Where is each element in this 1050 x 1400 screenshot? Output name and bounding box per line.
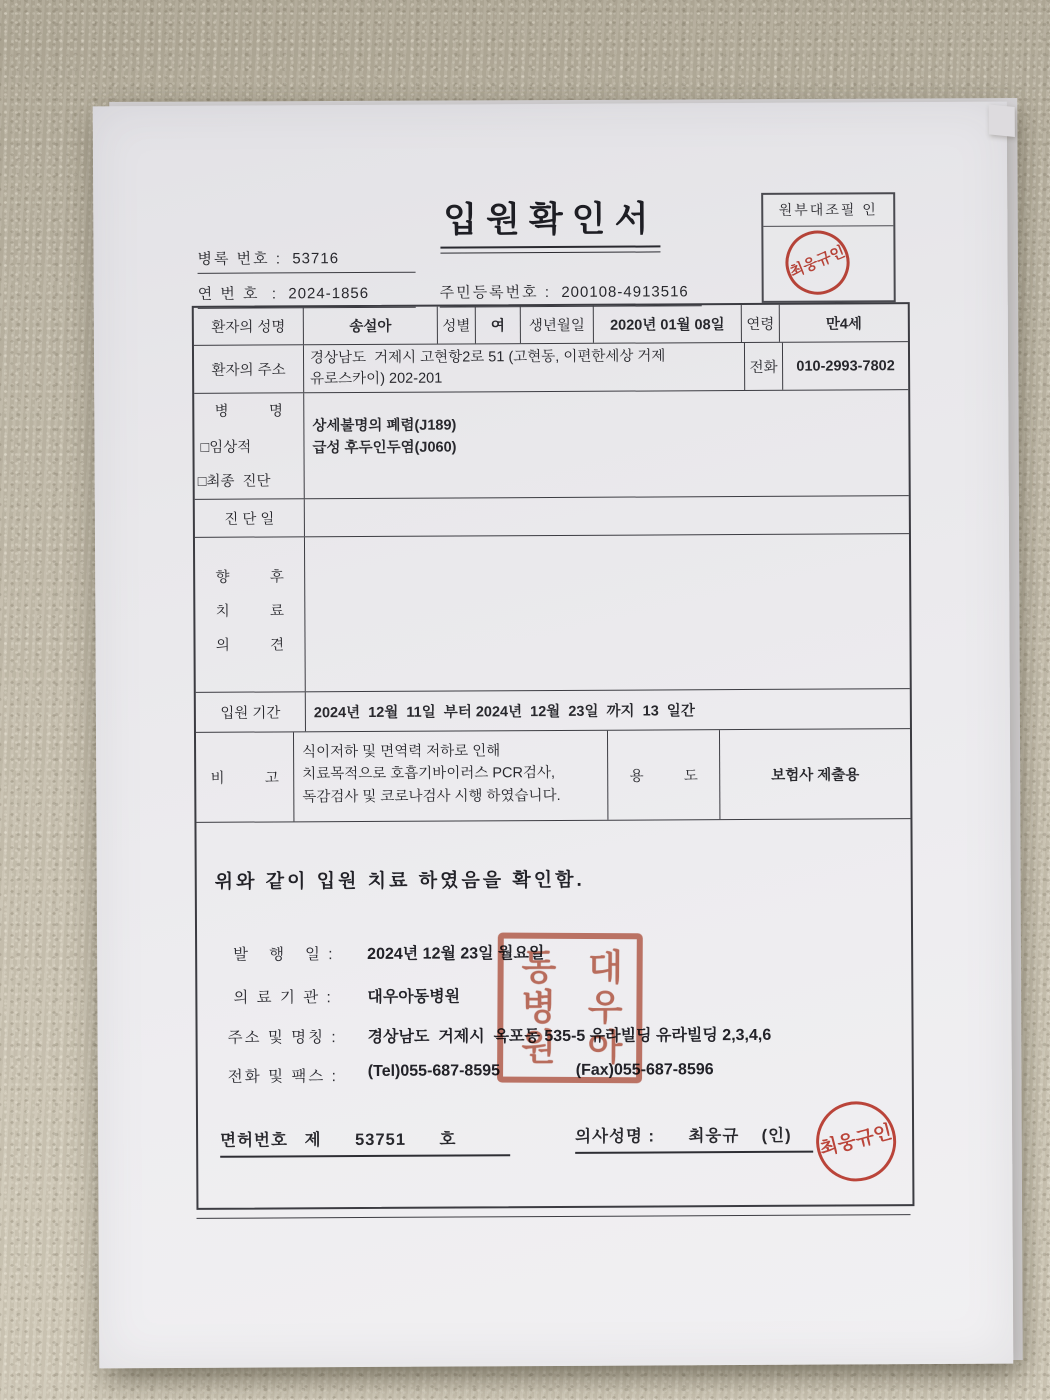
verification-stamp-box xyxy=(761,192,896,303)
verification-red-seal-stamp xyxy=(776,221,859,304)
clinical-checkbox-label: □임상적 xyxy=(200,439,252,456)
address-value xyxy=(304,343,745,392)
age-label: 연령 xyxy=(742,305,780,342)
resident-number-label: 주민등록번호 : xyxy=(439,284,552,302)
admission-period-label: 입원 기간 xyxy=(196,692,306,732)
disease-line2: 급성 후두인두염(J060) xyxy=(312,439,457,457)
confirmation-cell xyxy=(196,819,912,1206)
address-label: 환자의 주소 xyxy=(194,345,304,393)
resident-number-value: 200108-4913516 xyxy=(561,283,689,301)
future-plan-label-3: 의 견 xyxy=(215,637,285,654)
seal-text: 동병원 xyxy=(515,947,558,1068)
table-row-future-plan xyxy=(195,534,910,693)
disease-label: 병 명 xyxy=(214,403,284,420)
serial-number-label: 연 번 호 : xyxy=(197,285,279,303)
doctor-round-seal-stamp xyxy=(807,1093,904,1190)
remarks-label: 비 고 xyxy=(196,732,294,822)
address-line2: 유로스카이) 202-201 xyxy=(310,370,443,388)
license-label: 면허번호 제 xyxy=(220,1131,322,1150)
purpose-value: 보험사 제출용 xyxy=(771,767,860,784)
final-diagnosis-checkbox-label: □최종 진단 xyxy=(197,473,271,490)
document-paper xyxy=(93,102,1014,1369)
hospital-square-seal-stamp xyxy=(497,933,643,1084)
doctor-name-field xyxy=(575,1122,813,1154)
paper-corner-fold xyxy=(989,104,1015,137)
birth-label: 생년월일 xyxy=(521,306,594,343)
sex-value: 여 xyxy=(476,306,521,343)
seal-text: 대우아 xyxy=(582,947,624,1069)
record-number-value: 53716 xyxy=(292,250,340,268)
birth-value: 2020년 01월 08일 xyxy=(594,305,742,343)
table-row-diagnosis-date xyxy=(195,496,909,538)
seal-text: 최웅 xyxy=(817,1130,859,1161)
confirmation-statement: 위와 같이 입원 치료 하였음을 확인함. xyxy=(214,869,585,893)
diagnosis-date-value xyxy=(305,496,909,536)
future-plan-value xyxy=(305,534,910,691)
confirmation-block xyxy=(196,819,912,1206)
institution-address-value: 경상남도 거제시 옥포동 535-5 유라빌딩 유라빌딩 2,3,4,6 xyxy=(367,1026,772,1046)
issue-date-label: 발 행 일 : xyxy=(233,946,335,964)
disease-value-cell xyxy=(304,390,909,498)
name-value: 송설아 xyxy=(304,307,438,345)
future-plan-label-1: 향 후 xyxy=(215,569,284,586)
future-plan-label-2: 치 료 xyxy=(215,603,285,620)
tel-fax-label: 전화 및 팩스 : xyxy=(227,1068,338,1086)
page-title: 입원확인서 xyxy=(443,199,658,240)
table-row-address xyxy=(194,342,908,394)
institution-label: 의 료 기 관 : xyxy=(233,989,333,1007)
license-suffix: 호 xyxy=(439,1130,457,1149)
issue-date-value: 2024년 12월 23일 월요일 xyxy=(367,945,545,963)
age-value: 만4세 xyxy=(825,316,862,333)
disease-label-cell xyxy=(194,393,305,499)
admission-period-value: 2024년 12월 11일 부터 2024년 12월 23일 까지 13 일간 xyxy=(313,703,695,722)
institution-address-label: 주소 및 명칭 : xyxy=(227,1029,338,1047)
institution-value: 대우아동병원 xyxy=(367,988,461,1006)
disease-line1: 상세불명의 폐렴(J189) xyxy=(312,417,457,435)
patient-info-table xyxy=(192,302,915,1210)
verification-box-label: 원부대조필 인 xyxy=(763,194,893,227)
remarks-line1: 식이저하 및 면역력 저하로 인해 xyxy=(302,743,501,761)
seal-text: 규인 xyxy=(853,1121,895,1152)
sex-label: 성별 xyxy=(438,306,476,343)
title-underline xyxy=(440,245,660,253)
remarks-value-cell xyxy=(294,731,608,822)
seal-text: 최웅 xyxy=(787,254,821,282)
doctor-seal-note: (인) xyxy=(761,1126,792,1145)
fax-value: (Fax)055-687-8596 xyxy=(575,1061,714,1079)
table-row-disease xyxy=(194,390,909,500)
record-number-label: 병록 번호 : xyxy=(197,250,283,268)
name-label: 환자의 성명 xyxy=(194,307,304,345)
remarks-line2: 치료목적으로 호흡기바이러스 PCR검사, xyxy=(302,765,556,783)
seal-text: 규인 xyxy=(814,243,848,271)
diagnosis-date-label: 진 단 일 xyxy=(195,499,305,537)
remarks-line3: 독감검사 및 코로나검사 시행 하였습니다. xyxy=(302,787,561,806)
record-number-field xyxy=(197,247,415,274)
doctor-name-label: 의사성명 : xyxy=(575,1127,655,1146)
address-line1: 경상남도 거제시 고현항2로 51 (고현동, 이편한세상 거제 xyxy=(309,348,666,367)
table-row-name xyxy=(194,304,908,346)
bottom-double-rule xyxy=(197,1214,911,1219)
purpose-label: 용 도 xyxy=(608,730,720,820)
future-plan-label-cell xyxy=(195,537,306,692)
serial-number-value: 2024-1856 xyxy=(288,284,370,303)
phone-label: 전화 xyxy=(745,343,783,390)
license-field xyxy=(220,1125,510,1158)
phone-value: 010-2993-7802 xyxy=(796,357,895,375)
table-row-remarks xyxy=(196,729,910,823)
tel-value: (Tel)055-687-8595 xyxy=(367,1062,501,1080)
table-row-admission-period xyxy=(196,689,910,733)
license-number: 53751 xyxy=(355,1130,407,1150)
doctor-name-value: 최웅규 xyxy=(688,1127,740,1146)
